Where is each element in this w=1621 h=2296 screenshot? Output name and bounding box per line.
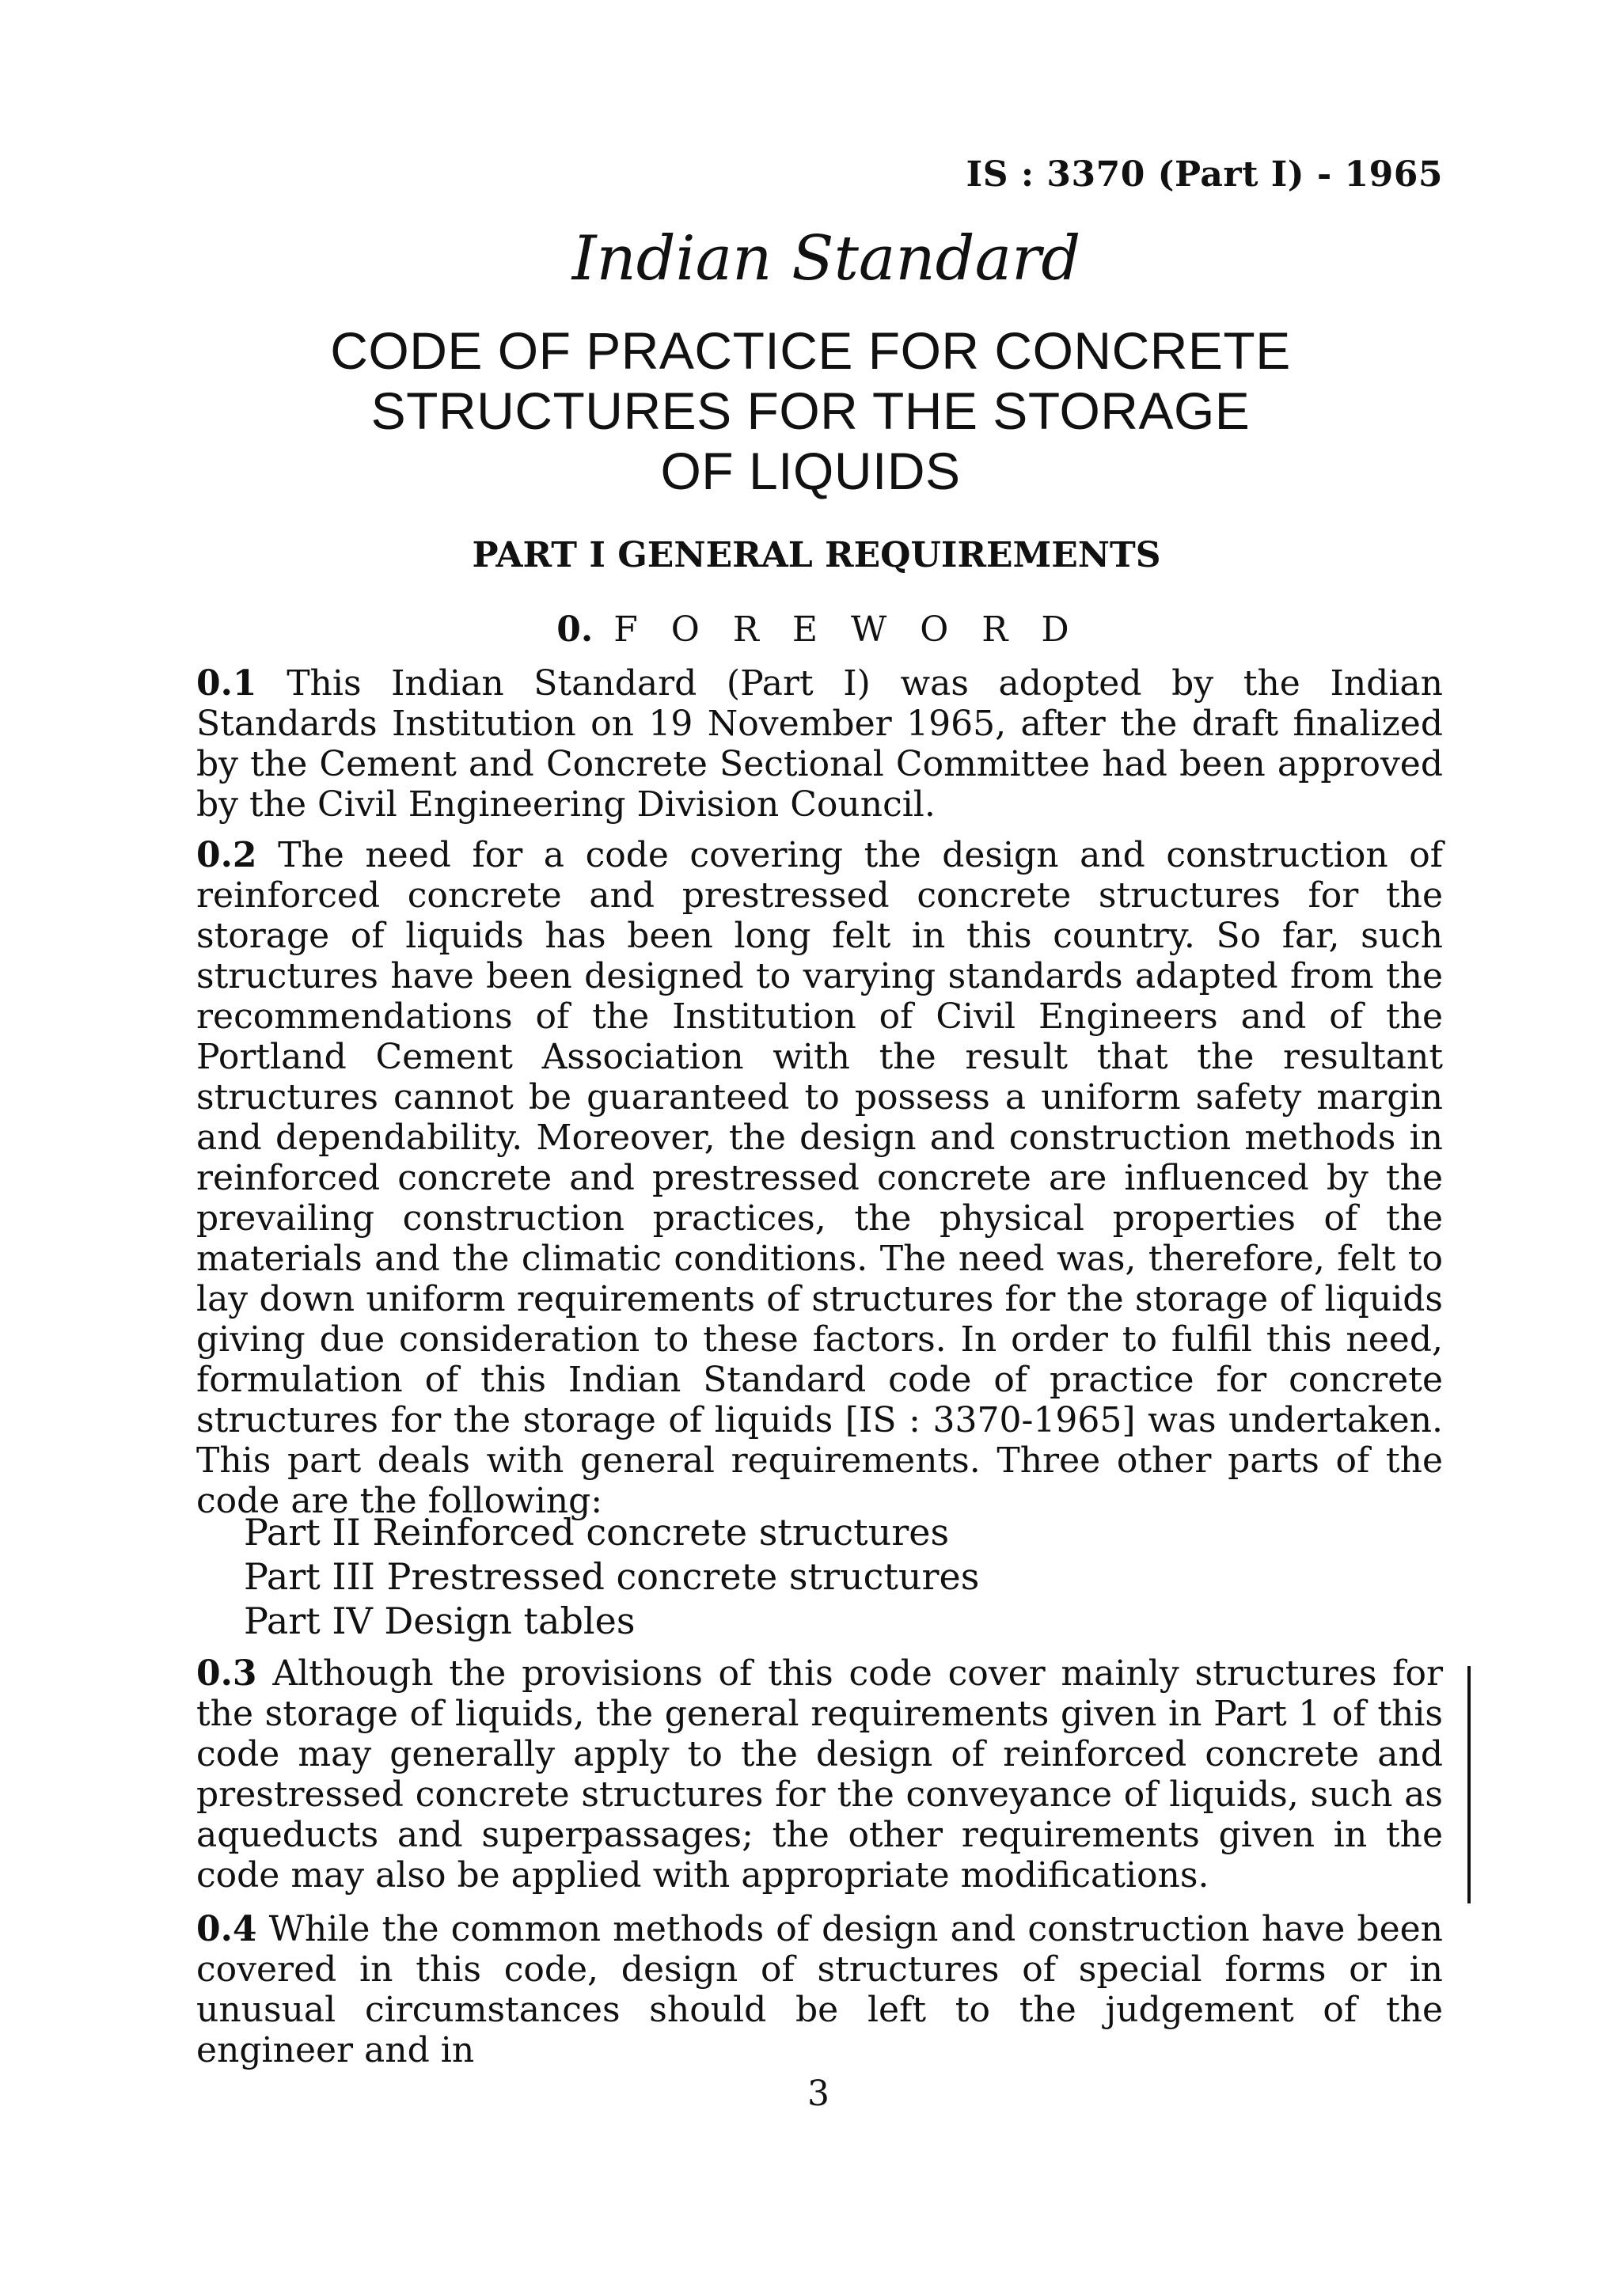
clause-text: This Indian Standard (Part I) was adopted by the Indian Standards Institution on 19 November 1965, after the draft finalized by the Cement and Concrete Sectional Committee had been approved by the Civil Engineering Division Council. xyxy=(196,663,1443,825)
section-title: F O R E W O R D xyxy=(613,609,1080,650)
title-line: STRUCTURES FOR THE STORAGE xyxy=(370,381,1251,440)
page-number: 3 xyxy=(807,2074,829,2114)
part-heading: PART I GENERAL REQUIREMENTS xyxy=(472,535,1161,575)
list-item: Part II Reinforced concrete structures xyxy=(244,1511,950,1554)
clause-number: 0.3 xyxy=(196,1653,257,1694)
section-heading xyxy=(0,609,1621,650)
title-line: CODE OF PRACTICE FOR CONCRETE xyxy=(330,321,1291,380)
clause-paragraph xyxy=(196,835,1443,1521)
list-item: Part III Prestressed concrete structures xyxy=(244,1555,980,1598)
title-line: OF LIQUIDS xyxy=(660,442,961,500)
document-label: Indian Standard xyxy=(571,223,1081,294)
clause-number: 0.1 xyxy=(196,663,257,704)
clause-paragraph xyxy=(196,1653,1443,1896)
clause-number: 0.2 xyxy=(196,835,257,875)
clause-text: The need for a code covering the design and construction of reinforced concrete and prestressed concrete structures for the storage of liquids has been long felt in this country. So far, such structures have been designed to varying standards adapted from the recommendations of the Institution of Civil Engineers and of the Portland Cement Association with the result that the resultant structures cannot be guaranteed to possess a uniform safety margin and dependability. Moreover, the design and construction methods in reinforced concrete and prestressed concrete are influenced by the prevailing construction practices, the physical properties of the materials and the climatic conditions. The need was, therefore, felt to lay down uniform requirements of structures for the storage of liquids giving due consideration to these factors. In order to fulfil this need, formulation of this Indian Standard code of practice for concrete structures for the storage of liquids [IS : 3370-1965] was undertaken. This part deals with general requirements. Three other parts of the code are the following: xyxy=(196,835,1443,1521)
other-parts-list xyxy=(244,1510,979,1643)
list-item: Part IV Design tables xyxy=(244,1600,636,1642)
clause-paragraph xyxy=(196,1909,1443,2070)
standard-number: IS : 3370 (Part I) - 1965 xyxy=(966,154,1443,195)
document-title xyxy=(0,321,1621,501)
clause-text: Although the provisions of this code cover mainly structures for the storage of liquids, the general requirements given in Part 1 of this code may generally apply to the design of reinforced concrete and prestressed concrete structures for the conveyance of liquids, such as aqueducts and superpassages; the other requirements given in the code may also be applied with appropriate modifications. xyxy=(196,1653,1443,1896)
clause-paragraph xyxy=(196,663,1443,825)
clause-text: While the common methods of design and construction have been covered in this code, design of structures of special forms or in unusual circumstances should be left to the judgement of the engineer and in xyxy=(196,1909,1443,2070)
revision-change-bar xyxy=(1467,1666,1471,1903)
section-number: 0. xyxy=(556,609,594,650)
clause-number: 0.4 xyxy=(196,1909,257,1949)
